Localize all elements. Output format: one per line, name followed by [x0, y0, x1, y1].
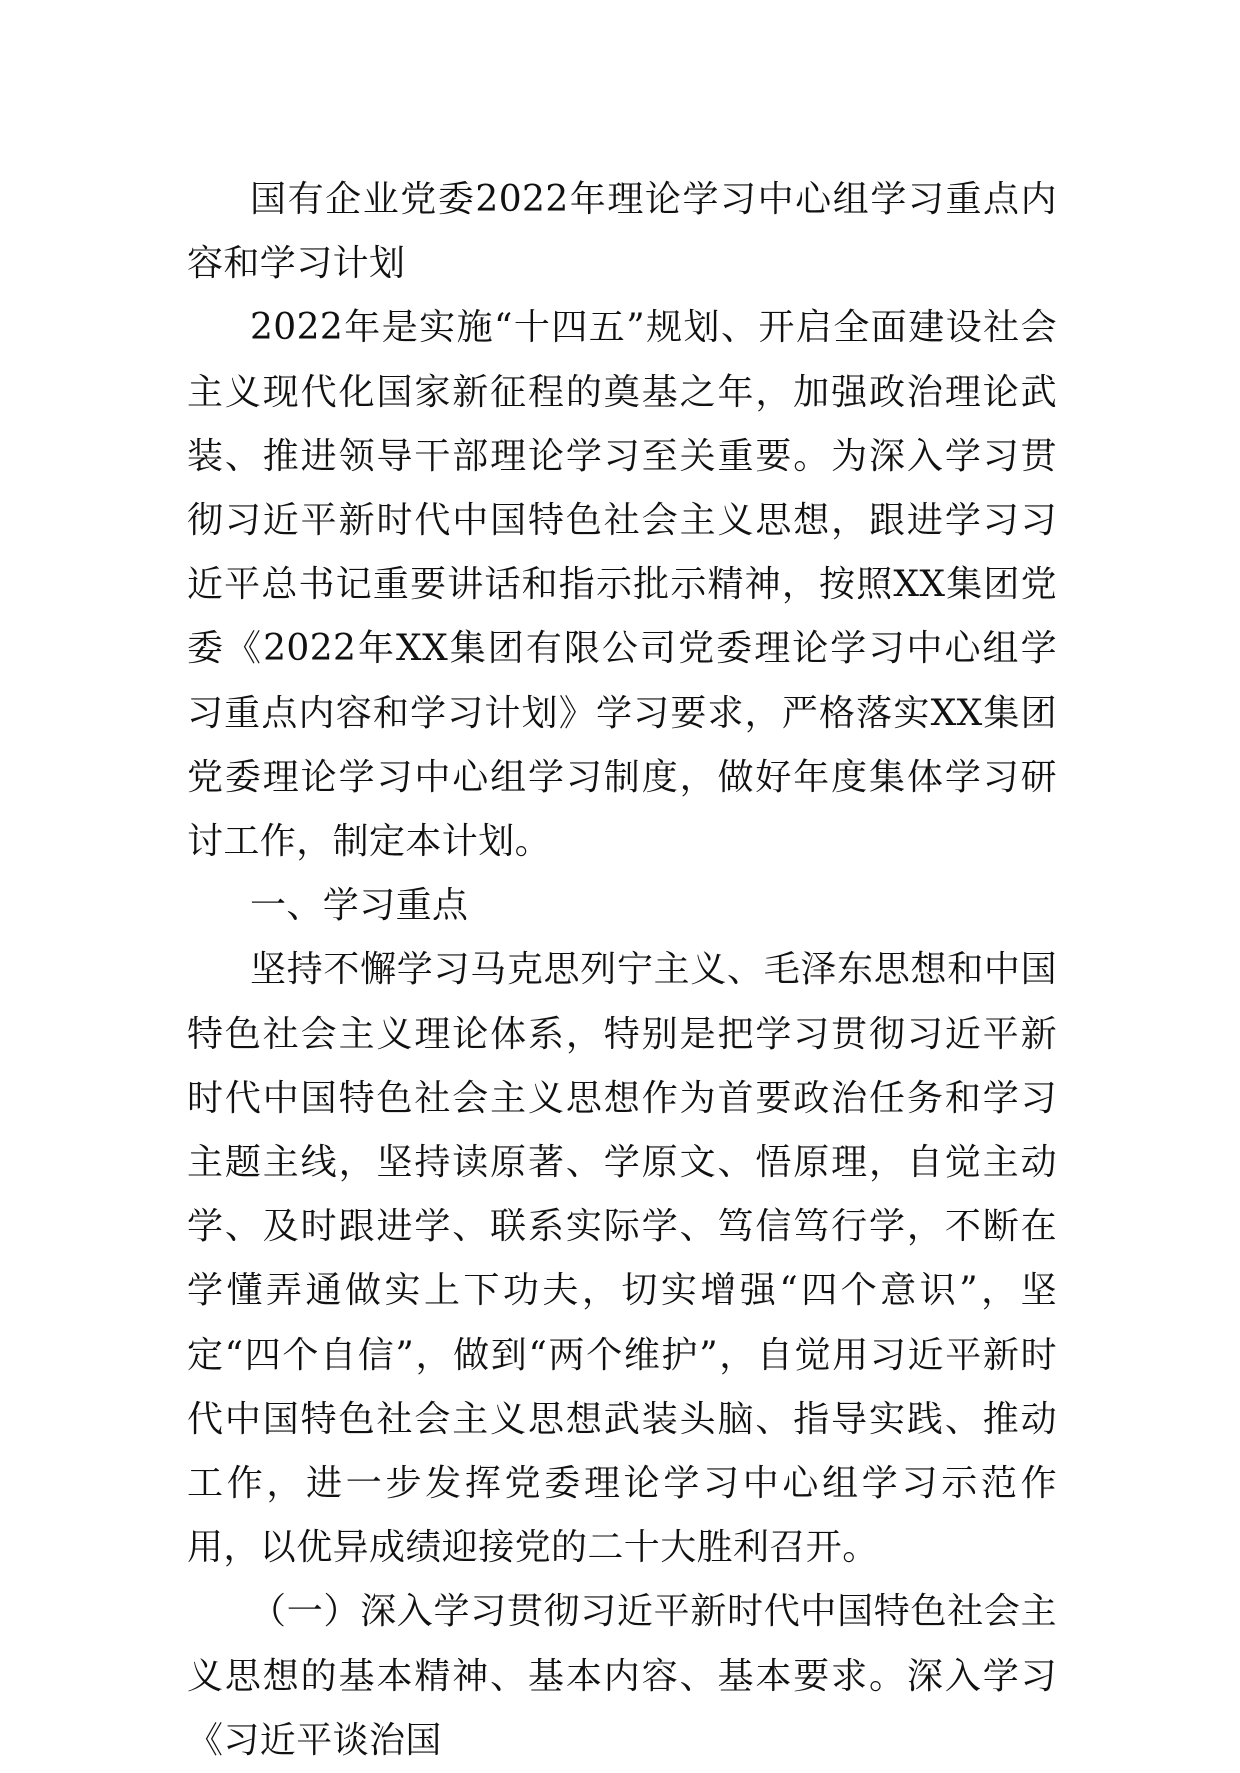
document-title: 国有企业党委2022年理论学习中心组学习重点内容和学习计划 — [187, 179, 1057, 285]
intro-paragraph: 2022年是实施“十四五”规划、开启全面建设社会主义现代化国家新征程的奠基之年，加强政治理论武装、推进领导干部理论学习至关重要。为深入学习贯彻习近平新时代中国特色社会主义思想，跟进学习习近平总书记重要讲话和指示批示精神，按照XX集团党委《2022年XX集团有限公司党委理论学习中心组学习重点内容和学习计划》学习要求，严格落实XX集团党委理论学习中心组学习制度，做好年度集体学习研讨工作，制定本计划。 — [187, 307, 1057, 863]
document-body — [187, 168, 1057, 1773]
subsection-paragraph: （一）深入学习贯彻习近平新时代中国特色社会主义思想的基本精神、基本内容、基本要求。深入学习《习近平谈治国 — [187, 1591, 1057, 1761]
section-heading: 一、学习重点 — [250, 885, 469, 927]
section-paragraph: 坚持不懈学习马克思列宁主义、毛泽东思想和中国特色社会主义理论体系，特别是把学习贯彻习近平新时代中国特色社会主义思想作为首要政治任务和学习主题主线，坚持读原著、学原文、悟原理，自觉主动学、及时跟进学、联系实际学、笃信笃行学，不断在学懂弄通做实上下功夫，切实增强“四个意识”，坚定“四个自信”，做到“两个维护”，自觉用习近平新时代中国特色社会主义思想武装头脑、指导实践、推动工作，进一步发挥党委理论学习中心组学习示范作用，以优异成绩迎接党的二十大胜利召开。 — [187, 949, 1057, 1569]
